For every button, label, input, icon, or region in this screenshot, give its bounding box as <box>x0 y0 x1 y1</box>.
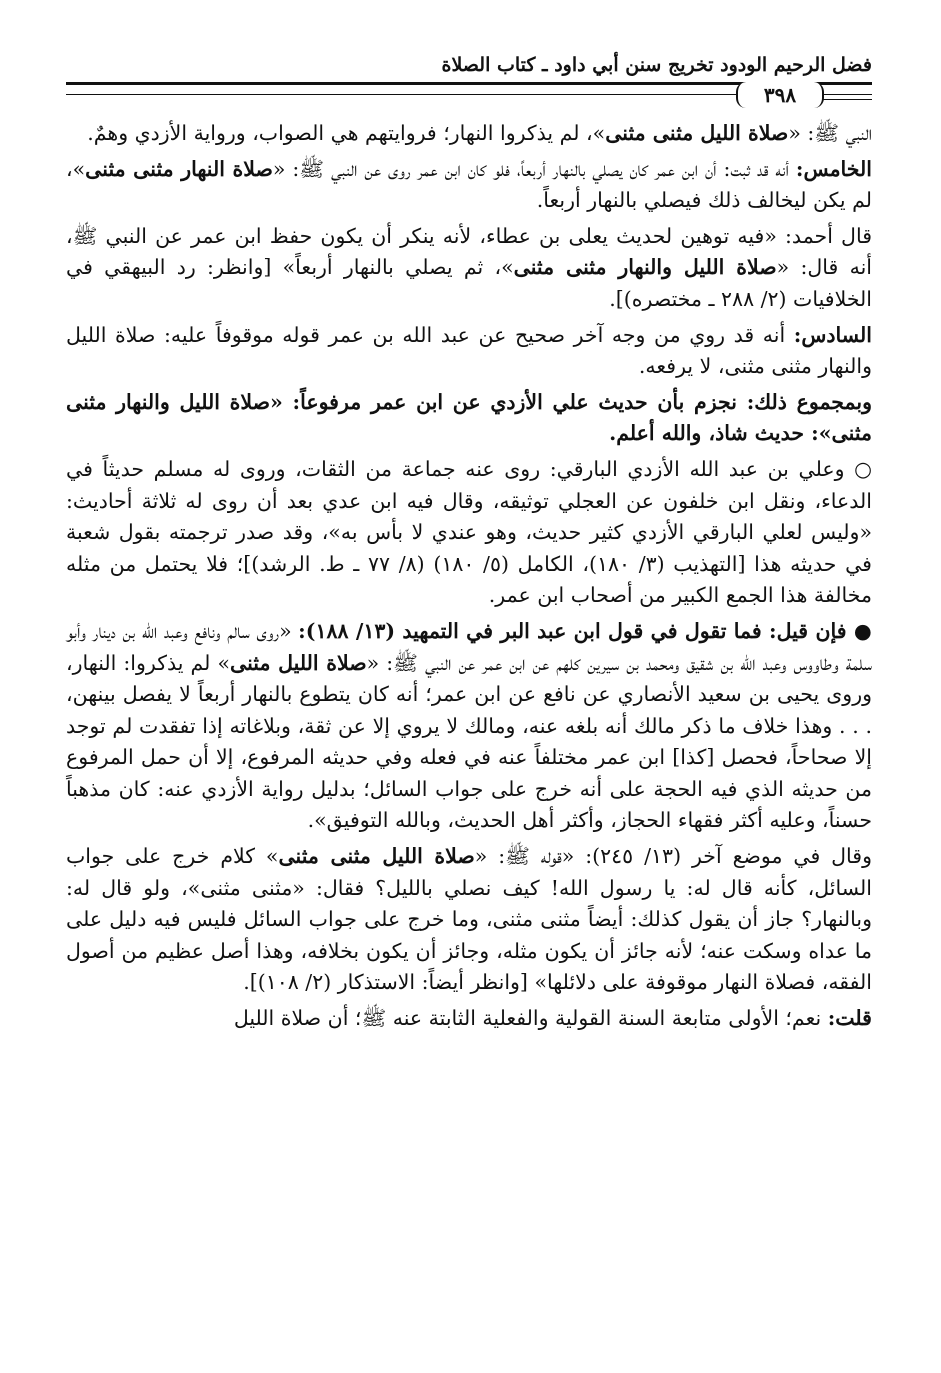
paragraph <box>66 841 872 999</box>
paragraph <box>66 1003 872 1035</box>
text-run: » لم يذكروا: النهار، وروى يحيى بن سعيد الأنصاري عن نافع عن ابن عمر؛ أنه كان يتطوع بالنهار أربعاً لا يفصل بينهن، . . . وهذا خلاف ما ذكر مالك أنه بلغه عنه، ومالك لا يروي إلا عن ثقة، وبلاغاته إذا تفقدت لم توجد إلا صحاحاً، فحصل [كذا] ابن عمر مختلفاً عنه في فعله وفي حديثه المرفوع، إلا أن حمل المرفوع من حديثه الذي فيه الحجة على أنه خرج على جواب السائل؛ بدليل رواية الأزدي عنه: كان مذهباً حسناً، وعليه أكثر فقهاء الحجاز، وأكثر أهل الحديث، وبالله التوفيق». <box>66 650 872 833</box>
hadith-quote: صلاة الليل مثنى <box>230 650 367 675</box>
text-run: «روى سالم ونافع وعبد الله بن دينار وأبو سلمة وطاووس وعبد الله بن شقيق ومحمد بن سيرين كلهم عن ابن عمر عن النبي ﷺ: « <box>66 618 872 675</box>
hadith-quote: صلاة الليل مثنى مثنى <box>605 121 789 145</box>
text-run: أنه قد ثبت: أن ابن عمر كان يصلي بالنهار أربعاً، فلو كان ابن عمر روى عن النبي ﷺ: « <box>272 156 796 181</box>
paragraph <box>66 118 872 150</box>
section-lead: الخامس: <box>795 156 872 181</box>
hadith-quote: صلاة النهار مثنى مثنى <box>85 156 273 181</box>
section-lead: ● فإن قيل: فما تقول في قول ابن عبد البر في التمهيد (١٣/ ١٨٨): <box>298 618 872 643</box>
text-run: النبي ﷺ: « <box>788 121 872 145</box>
header-ornament-line <box>820 99 872 100</box>
body-text <box>66 118 872 1039</box>
running-title: فضل الرحيم الودود تخريج سنن أبي داود ـ كتاب الصلاة <box>441 54 872 76</box>
paragraph <box>66 221 872 316</box>
text-run: »، لم يذكروا النهار؛ فروايتهم هي الصواب، ورواية الأزدي وهمٌ. <box>87 121 606 145</box>
hadith-quote: صلاة الليل والنهار مثنى مثنى <box>513 255 777 280</box>
paragraph <box>66 320 872 383</box>
page-number: ٣٩٨ <box>736 82 824 108</box>
header-ornament-line <box>820 94 872 95</box>
header-ornament-line <box>66 94 736 95</box>
paragraph <box>66 616 872 837</box>
text-run: قال أحمد: «فيه توهين لحديث يعلى بن عطاء، لأنه ينكر أن يكون حفظ ابن عمر عن النبي ﷺ، أنه قال: « <box>66 223 872 280</box>
text-run: »، لم يكن ليخالف ذلك فيصلي بالنهار أربعاً. <box>66 156 872 213</box>
paragraph <box>66 387 872 450</box>
text-run: نعم؛ الأولى متابعة السنة القولية والفعلية الثابتة عنه ﷺ؛ أن صلاة الليل <box>233 1006 828 1031</box>
conclusion: وبمجموع ذلك: نجزم بأن حديث علي الأزدي عن ابن عمر مرفوعاً: «صلاة الليل والنهار مثنى مثنى»: حديث شاذ، والله أعلم. <box>66 389 872 446</box>
hadith-quote: صلاة الليل مثنى مثنى <box>278 844 475 869</box>
text-run: وقال في موضع آخر (١٣/ ٢٤٥): «قوله ﷺ: « <box>474 844 873 869</box>
text-run: » كلام خرج على جواب السائل، كأنه قال له: يا رسول الله! كيف نصلي بالليل؟ فقال: «مثنى مثنى»، ولو قال له: وبالنهار؟ جاز أن يقول كذلك: أيضاً مثنى مثنى، وما خرج على جواب السائل فليس فيه دليل على ما عداه وسكت عنه؛ لأنه جائز أن يكون مثله، وجائز أن يكون بخلافه، وهذا أصل عظيم من أصول الفقه، فصلاة النهار موقوفة على دلائلها» [وانظر أيضاً: الاستذكار (٢/ ١٠٨)]. <box>66 844 872 995</box>
text-run: ○ وعلي بن عبد الله الأزدي البارقي: روى عنه جماعة من الثقات، وروى له مسلم حديثاً في الدعاء، ونقل ابن خلفون عن العجلي توثيقه، وقال فيه ابن عدي بعد أن روى له ثلاثة أحاديث: «وليس لعلي البارقي الأزدي كثير حديث، وهو عندي لا بأس به»، وقد صدر ترجمته بقول شعبة في حديثه هذا [التهذيب (٣/ ١٨٠)، الكامل (٥/ ١٨٠) (٨/ ٧٧ ـ ط. الرشد)]؛ فلا يحتمل من مثله مخالفة هذا الجمع الكبير من أصحاب ابن عمر. <box>66 456 872 608</box>
paragraph <box>66 154 872 217</box>
section-lead: السادس: <box>793 322 872 347</box>
text-run: »، ثم يصلي بالنهار أربعاً» [وانظر: رد البيهقي في الخلافيات (٢/ ٢٨٨ ـ مختصره)]. <box>66 255 872 311</box>
text-run: أنه قد روي من وجه آخر صحيح عن عبد الله بن عمر قوله موقوفاً عليه: صلاة الليل والنهار مثنى مثنى، لا يرفعه. <box>66 322 872 379</box>
paragraph <box>66 454 872 612</box>
section-lead: قلت: <box>827 1006 872 1031</box>
